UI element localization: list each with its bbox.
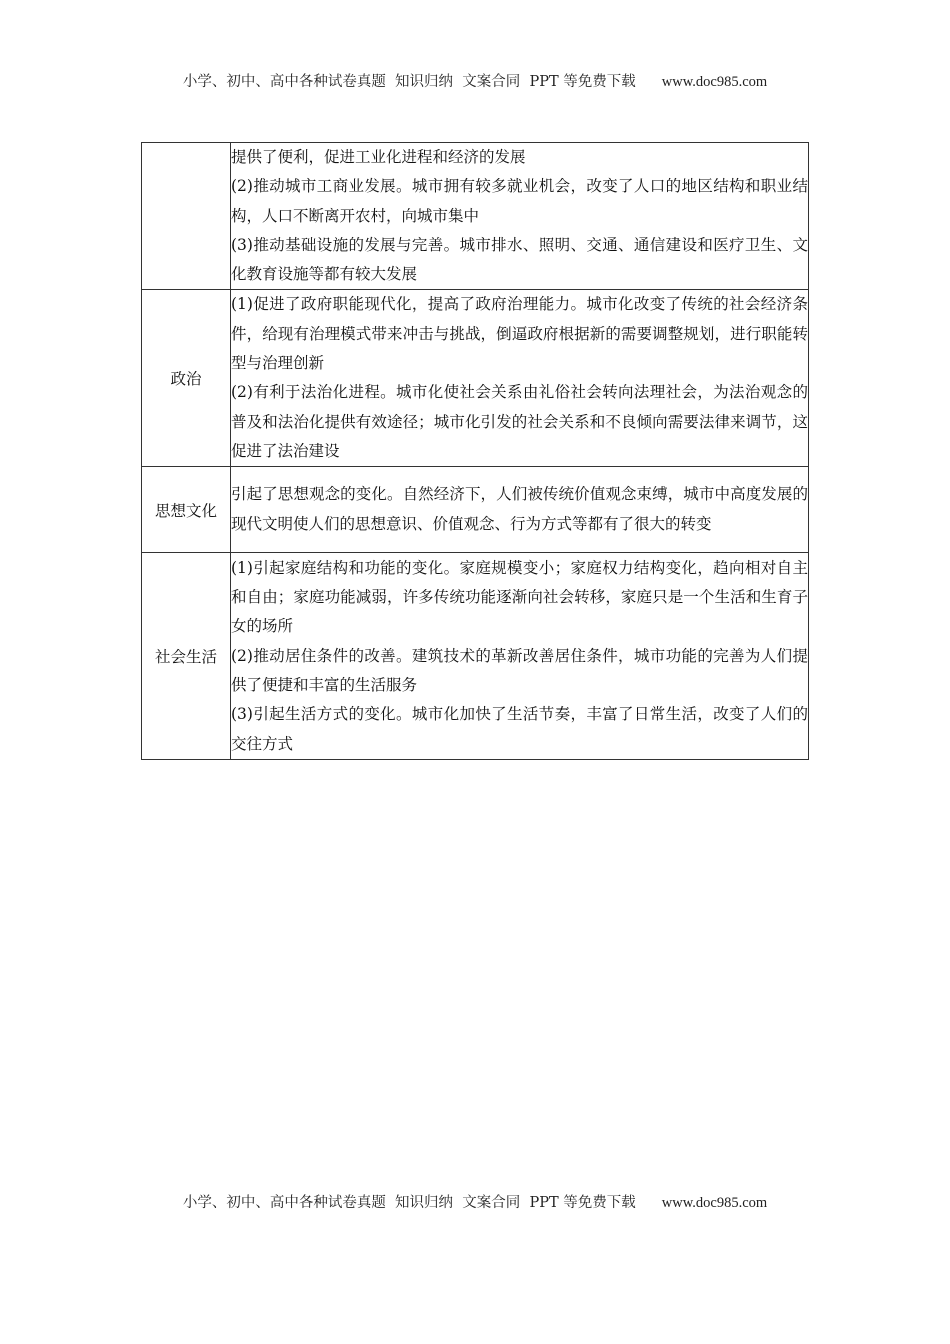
urbanization-impact-table bbox=[141, 142, 809, 760]
content-line: 提供了便利，促进工业化进程和经济的发展 bbox=[231, 148, 526, 166]
footer-url: www.doc985.com bbox=[661, 1195, 768, 1211]
table-row bbox=[142, 467, 809, 553]
content-line: (1)促进了政府职能现代化，提高了政府治理能力。城市化改变了传统的社会经济条件，给现有治理模式带来冲击与挑战，倒逼政府根据新的需要调整规划，进行职能转型与治理创新 bbox=[231, 295, 808, 373]
table-row bbox=[142, 290, 809, 467]
table-row bbox=[142, 553, 809, 760]
content-line: (2)推动居住条件的改善。建筑技术的革新改善居住条件，城市功能的完善为人们提供了便捷和丰富的生活服务 bbox=[231, 646, 808, 694]
category-cell: 社会生活 bbox=[142, 553, 231, 760]
category-cell: 思想文化 bbox=[142, 467, 231, 553]
content-line: 引起了思想观念的变化。自然经济下，人们被传统价值观念束缚，城市中高度发展的现代文明使人们的思想意识、价值观念、行为方式等都有了很大的转变 bbox=[231, 485, 808, 533]
content-line: (3)推动基础设施的发展与完善。城市排水、照明、交通、通信建设和医疗卫生、文化教育设施等都有较大发展 bbox=[231, 235, 808, 284]
content-cell bbox=[231, 143, 809, 290]
content-line: (1)引起家庭结构和功能的变化。家庭规模变小；家庭权力结构变化，趋向相对自主和自由；家庭功能减弱，许多传统功能逐渐向社会转移，家庭只是一个生活和生育子女的场所 bbox=[231, 558, 808, 636]
page-footer bbox=[0, 1191, 950, 1212]
category-cell: 政治 bbox=[142, 290, 231, 467]
page-header bbox=[0, 70, 950, 91]
table-row bbox=[142, 143, 809, 290]
category-cell bbox=[142, 143, 231, 290]
content-cell bbox=[231, 467, 809, 553]
content-line: (2)有利于法治化进程。城市化使社会关系由礼俗社会转向法理社会，为法治观念的普及和法治化提供有效途径；城市化引发的社会关系和不良倾向需要法律来调节，这促进了法治建设 bbox=[231, 383, 808, 460]
content-cell bbox=[231, 553, 809, 760]
content-cell bbox=[231, 290, 809, 467]
content-line: (3)引起生活方式的变化。城市化加快了生活节奏，丰富了日常生活，改变了人们的交往方式 bbox=[231, 705, 808, 753]
content-line: (2)推动城市工商业发展。城市拥有较多就业机会，改变了人口的地区结构和职业结构，人口不断离开农村，向城市集中 bbox=[231, 177, 808, 225]
footer-text: 小学、初中、高中各种试卷真题 知识归纳 文案合同 PPT 等免费下载 bbox=[182, 1195, 636, 1211]
header-text: 小学、初中、高中各种试卷真题 知识归纳 文案合同 PPT 等免费下载 bbox=[182, 74, 636, 90]
header-url: www.doc985.com bbox=[661, 74, 768, 90]
